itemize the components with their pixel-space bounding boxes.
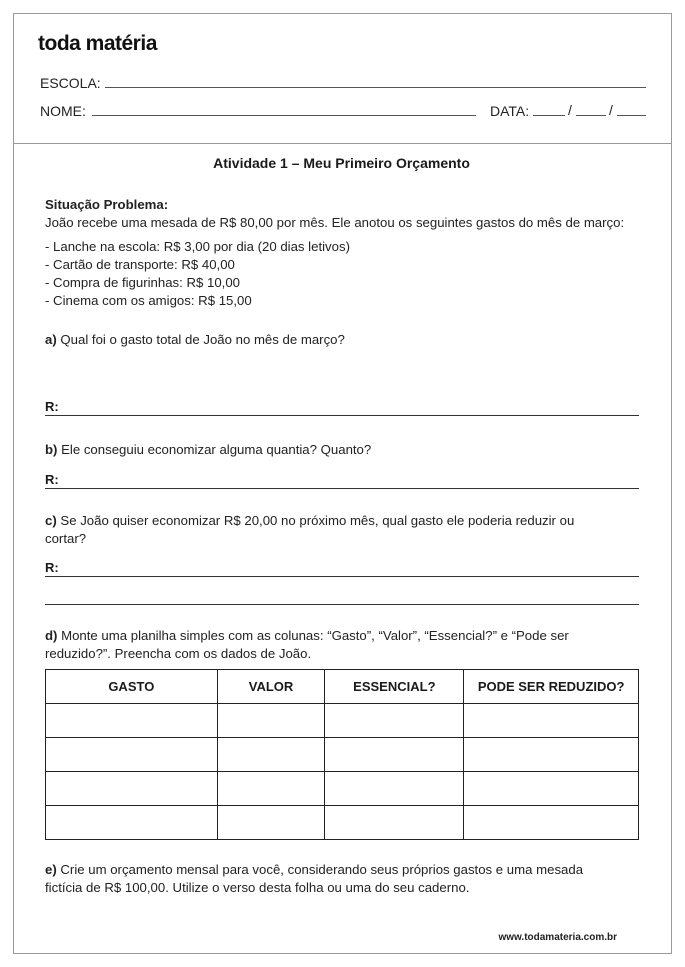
table-cell[interactable] <box>46 806 218 840</box>
table-cell[interactable] <box>325 772 464 806</box>
question-e <box>45 861 655 879</box>
answer-c-line[interactable] <box>45 576 639 577</box>
question-d-text: Monte uma planilha simples com as colunas: “Gasto”, “Valor”, “Essencial?” e “Pode ser <box>57 628 569 643</box>
question-a <box>45 331 645 349</box>
question-c-label: c) <box>45 513 57 528</box>
table-header-row <box>46 670 639 704</box>
table-header-gasto: GASTO <box>46 670 218 704</box>
table-cell[interactable] <box>217 806 325 840</box>
date-separator: / <box>568 102 572 118</box>
date-month-line[interactable] <box>576 115 606 116</box>
escola-field-line[interactable] <box>105 87 646 88</box>
question-e-label: e) <box>45 862 57 877</box>
table-cell[interactable] <box>464 806 639 840</box>
table-cell[interactable] <box>464 704 639 738</box>
table-cell[interactable] <box>325 738 464 772</box>
answer-c-line-2[interactable] <box>45 604 639 605</box>
answer-c-label: R: <box>45 560 59 575</box>
escola-label: ESCOLA: <box>40 75 101 91</box>
table-cell[interactable] <box>464 738 639 772</box>
answer-a-label: R: <box>45 399 59 414</box>
nome-label: NOME: <box>40 103 86 119</box>
expense-item: - Cinema com os amigos: R$ 15,00 <box>45 293 252 308</box>
answer-a-line[interactable] <box>45 415 639 416</box>
question-d-text-cont: reduzido?”. Preencha com os dados de João. <box>45 646 312 661</box>
nome-field-line[interactable] <box>92 115 476 116</box>
expense-item: - Cartão de transporte: R$ 40,00 <box>45 257 235 272</box>
question-d-label: d) <box>45 628 58 643</box>
table-header-pode-ser-reduzido: PODE SER REDUZIDO? <box>464 670 639 704</box>
expense-item: - Lanche na escola: R$ 3,00 por dia (20 dias letivos) <box>45 239 350 254</box>
table-header-essencial: ESSENCIAL? <box>325 670 464 704</box>
table-header-valor: VALOR <box>217 670 325 704</box>
question-e-text-cont: fictícia de R$ 100,00. Utilize o verso desta folha ou uma do seu caderno. <box>45 880 470 895</box>
question-a-text: Qual foi o gasto total de João no mês de março? <box>56 332 345 347</box>
table-cell[interactable] <box>217 704 325 738</box>
date-year-line[interactable] <box>617 115 646 116</box>
question-b-text: Ele conseguiu economizar alguma quantia? Quanto? <box>57 442 372 457</box>
date-day-line[interactable] <box>533 115 565 116</box>
worksheet-header <box>14 14 671 144</box>
table-cell[interactable] <box>46 704 218 738</box>
question-d <box>45 627 645 645</box>
question-b <box>45 441 645 459</box>
footer-url: www.todamateria.com.br <box>498 932 617 943</box>
question-c-text: Se João quiser economizar R$ 20,00 no próximo mês, qual gasto ele poderia reduzir ou <box>56 513 575 528</box>
table-row <box>46 738 639 772</box>
brand-logo: toda matéria <box>38 32 157 55</box>
table-cell[interactable] <box>217 772 325 806</box>
date-separator: / <box>609 102 613 118</box>
table-cell[interactable] <box>325 704 464 738</box>
situation-text: João recebe uma mesada de R$ 80,00 por mês. Ele anotou os seguintes gastos do mês de março: <box>45 215 625 230</box>
question-b-label: b) <box>45 442 58 457</box>
table-row <box>46 704 639 738</box>
table-row <box>46 806 639 840</box>
question-c <box>45 512 645 530</box>
data-label: DATA: <box>490 103 530 119</box>
table-cell[interactable] <box>217 738 325 772</box>
answer-b-line[interactable] <box>45 488 639 489</box>
table-cell[interactable] <box>464 772 639 806</box>
question-c-text-cont: cortar? <box>45 531 87 546</box>
budget-table <box>45 669 639 840</box>
expense-item: - Compra de figurinhas: R$ 10,00 <box>45 275 240 290</box>
situation-heading: Situação Problema: <box>45 197 169 212</box>
table-cell[interactable] <box>46 738 218 772</box>
table-cell[interactable] <box>46 772 218 806</box>
answer-b-label: R: <box>45 472 59 487</box>
table-cell[interactable] <box>325 806 464 840</box>
activity-title: Atividade 1 – Meu Primeiro Orçamento <box>213 155 470 171</box>
question-e-text: Crie um orçamento mensal para você, considerando seus próprios gastos e uma mesada <box>56 862 584 877</box>
table-row <box>46 772 639 806</box>
question-a-label: a) <box>45 332 57 347</box>
